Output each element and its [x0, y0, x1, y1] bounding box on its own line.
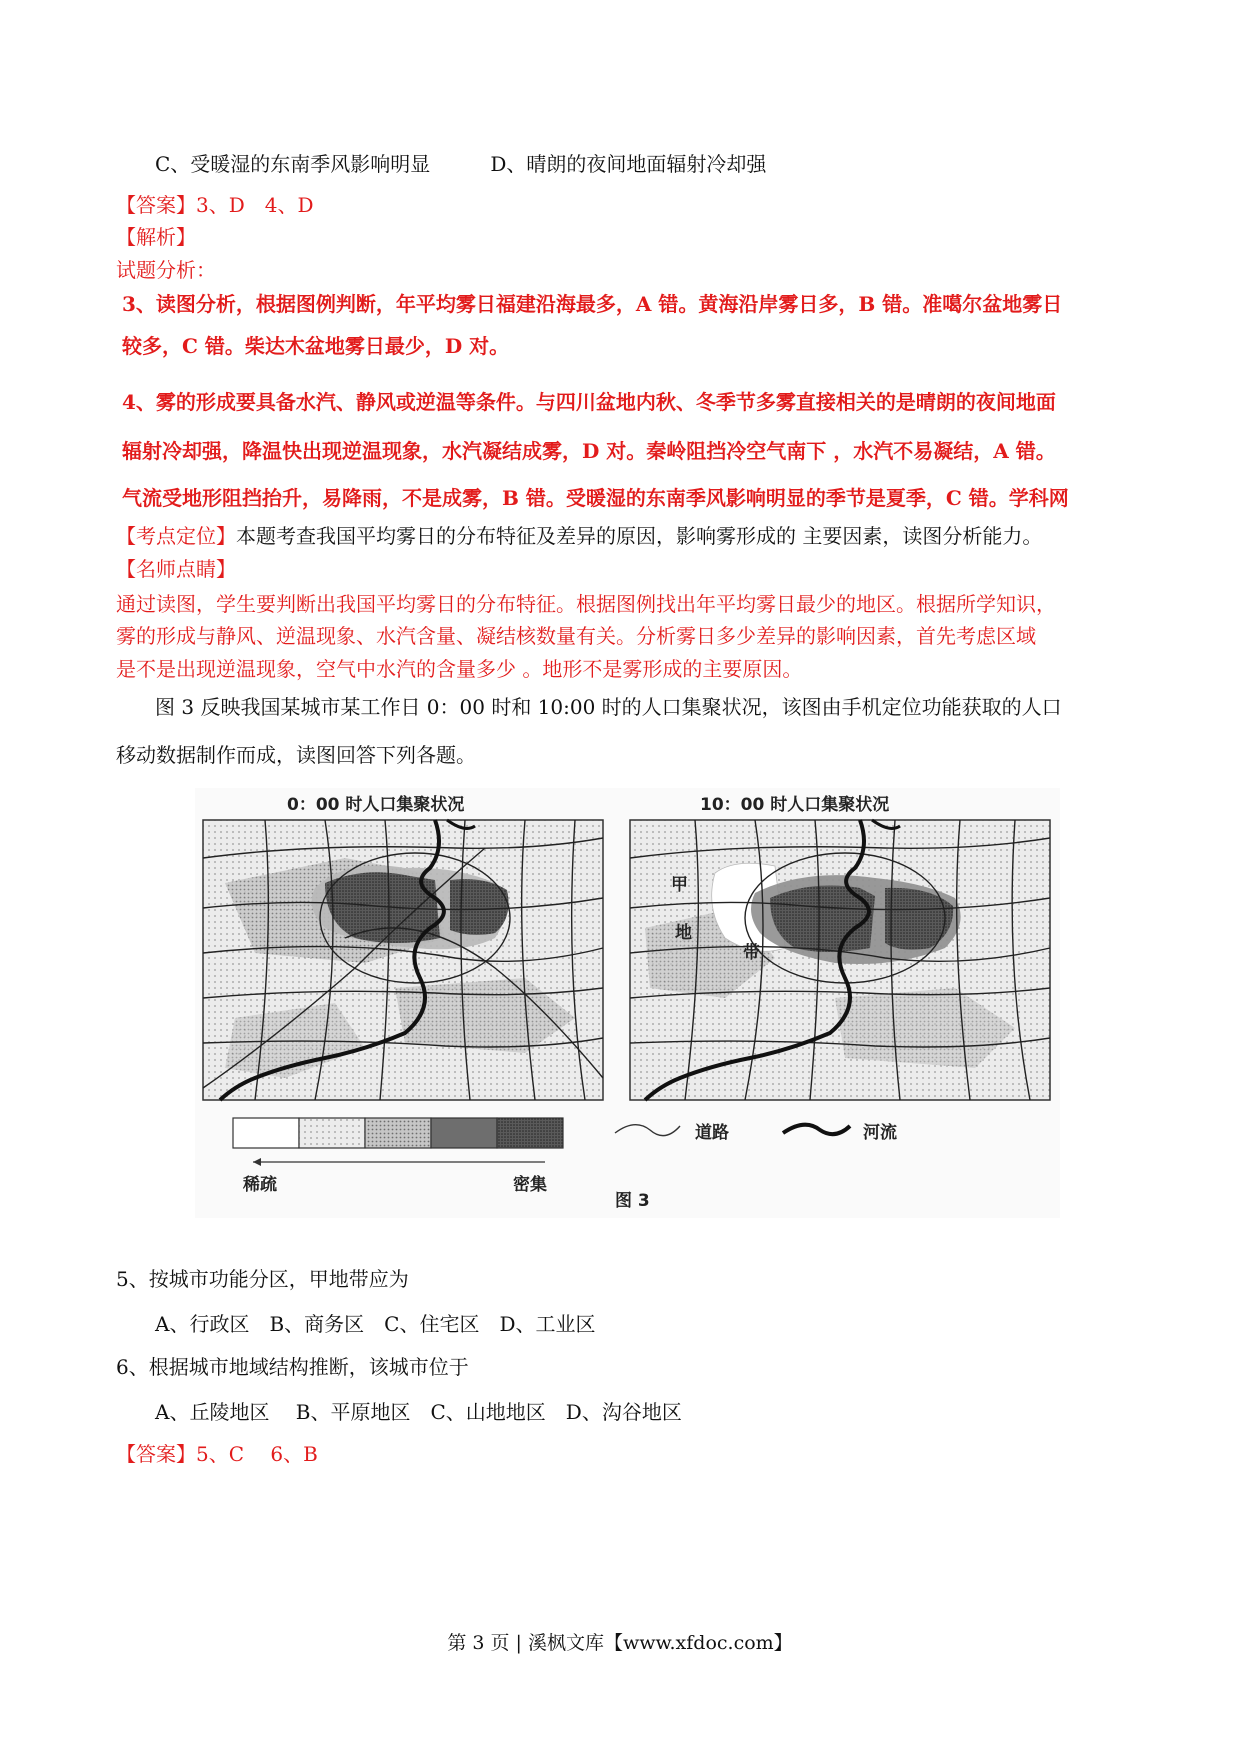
question-5-stem: 5、按城市功能分区，甲地带应为 — [116, 1267, 409, 1291]
map-right-title: 10：00 时人口集聚状况 — [700, 795, 890, 815]
zone-label-di: 地 — [675, 923, 692, 943]
page-footer: 第 3 页 | 溪枫文库【www.xfdoc.com】 — [447, 1632, 793, 1654]
map-right — [630, 794, 1050, 1100]
intro-line-1: 图 3 反映我国某城市某工作日 0：00 时和 10:00 时的人口集聚状况，该图由手机定位功能获取的人口 — [155, 695, 1062, 719]
figure-3 — [195, 788, 1060, 1218]
legend-dense: 密集 — [513, 1175, 547, 1195]
kaodian-text: 本题考查我国平均雾日的分布特征及差异的原因，影响雾形成的 主要因素，读图分析能力。 — [236, 524, 1043, 548]
kaodian-label: 【考点定位】 — [116, 524, 236, 548]
map-left-title: 0：00 时人口集聚状况 — [287, 795, 465, 815]
mingshi-header: 【名师点睛】 — [116, 557, 236, 581]
analysis-4-line-2: 辐射冷却强，降温快出现逆温现象，水汽凝结成雾，D 对。秦岭阻挡冷空气南下 ，水汽不易凝结，A 错。 — [122, 439, 1056, 463]
mingshi-line-3: 是不是出现逆温现象，空气中水汽的含量多少 。地形不是雾形成的主要原因。 — [116, 657, 803, 681]
question-6-options: A、丘陵地区 B、平原地区 C、山地地区 D、沟谷地区 — [155, 1400, 682, 1424]
figure-3-svg — [195, 788, 1060, 1218]
figure-caption: 图 3 — [615, 1191, 650, 1211]
analysis-3-line-2: 较多，C 错。柴达木盆地雾日最少，D 对。 — [122, 334, 510, 358]
analysis-intro: 试题分析： — [116, 258, 216, 282]
intro-line-2: 移动数据制作而成，读图回答下列各题。 — [116, 743, 476, 767]
option-d: D、晴朗的夜间地面辐射冷却强 — [490, 152, 767, 176]
question-6-stem: 6、根据城市地域结构推断，该城市位于 — [116, 1355, 469, 1379]
kaodian — [116, 522, 1126, 550]
option-c: C、受暖湿的东南季风影响明显 — [155, 152, 431, 176]
question-5-options: A、行政区 B、商务区 C、住宅区 D、工业区 — [155, 1312, 596, 1336]
legend-road: 道路 — [695, 1123, 729, 1143]
answer-5-6: 【答案】5、C 6、B — [116, 1442, 318, 1466]
legend-river: 河流 — [863, 1123, 897, 1143]
mingshi-line-1: 通过读图，学生要判断出我国平均雾日的分布特征。根据图例找出年平均雾日最少的地区。根据所学知识， — [116, 592, 1056, 616]
analysis-4-line-1: 4、雾的形成要具备水汽、静风或逆温等条件。与四川盆地内秋、冬季节多雾直接相关的是晴朗的夜间地面 — [122, 390, 1056, 414]
question-4-options-cd — [155, 150, 1165, 178]
analysis-header: 【解析】 — [116, 225, 196, 249]
analysis-3-line-1: 3、读图分析，根据图例判断，年平均雾日福建沿海最多，A 错。黄海沿岸雾日多，B 错。准噶尔盆地雾日 — [122, 292, 1063, 316]
zone-label-dai: 带 — [743, 943, 760, 963]
map-left — [203, 794, 603, 1100]
legend-sparse: 稀疏 — [243, 1175, 277, 1195]
answer-3-4: 【答案】3、D 4、D — [116, 193, 314, 217]
zone-label-jia: 甲 — [671, 875, 688, 895]
mingshi-line-2: 雾的形成与静风、逆温现象、水汽含量、凝结核数量有关。分析雾日多少差异的影响因素，首先考虑区域 — [116, 624, 1036, 648]
analysis-4-line-3: 气流受地形阻挡抬升，易降雨，不是成雾，B 错。受暖湿的东南季风影响明显的季节是夏季，C 错。学科网 — [122, 486, 1069, 510]
